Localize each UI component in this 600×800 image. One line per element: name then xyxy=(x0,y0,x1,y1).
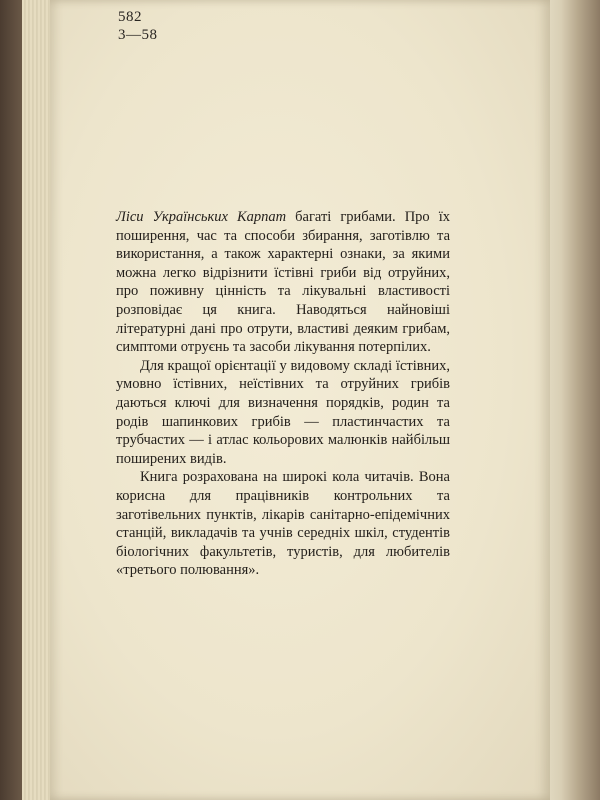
annotation-paragraph-1 xyxy=(116,208,450,357)
annotation-paragraph-1-text: багаті грибами. Про їх поширення, час та способи збирання, заготівлю та використання, а також характерні ознаки, за якими можна легко відрізнити їстівні гриби від отруйних, про поживну цінність та лікувальні властивості розповідає ця книга. Наводяться найновіші літературні дані про отрути, властиві деяким грибам, симптоми отруєнь та засоби лікування потерпілих. xyxy=(116,209,450,356)
catalog-code-line-2: 3—58 xyxy=(118,27,158,43)
catalog-code-line-1: 582 xyxy=(118,9,142,25)
book-annotation xyxy=(116,208,450,580)
annotation-paragraph-3: Книга розрахована на широкі кола читачів. Вона корисна для працівників контрольних та заготівельних пунктів, лікарів санітарно-епідемічних станцій, викладачів та учнів середніх шкіл, студентів біологічних факультетів, туристів, для любителів «третього полювання». xyxy=(116,469,450,579)
catalog-code xyxy=(118,8,158,44)
next-page-edge xyxy=(544,0,600,800)
annotation-lead-italic: Ліси Українських Карпат xyxy=(116,209,287,225)
annotation-paragraph-2: Для кращої орієнтації у видовому складі їстівних, умовно їстівних, неїстівних та отруйних грибів даються ключі для визначення порядків, родин та родів шапинкових грибів — пластинчастих та трубчастих — і атлас кольорових малюнків найбільш поширених видів. xyxy=(116,357,450,467)
